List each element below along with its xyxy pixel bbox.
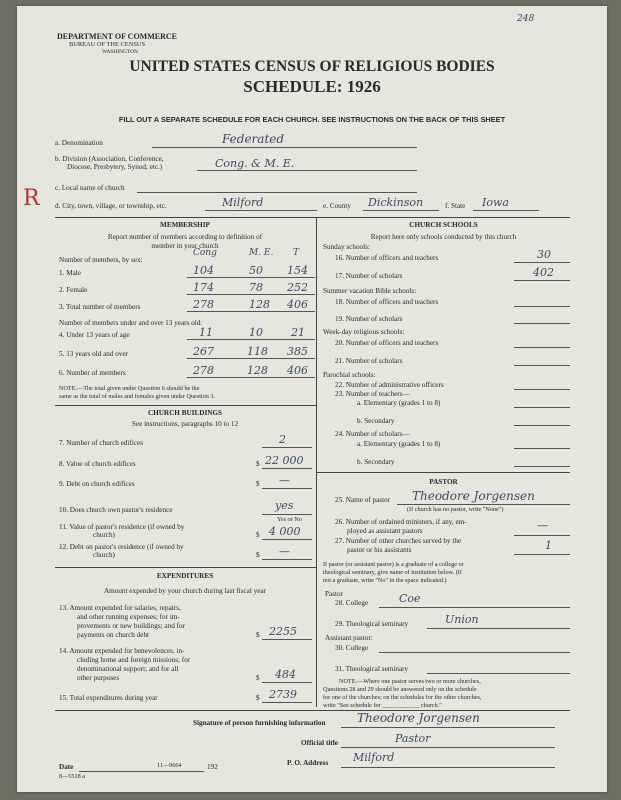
- q28-label: 28. College: [335, 599, 369, 607]
- city-label: d. City, town, village, or township, etc.: [55, 202, 167, 210]
- margin-mark: R: [23, 186, 40, 211]
- local-name-label: c. Local name of church: [55, 184, 125, 192]
- membership-note-1: NOTE.—The total given under Question 6 should be the: [59, 385, 200, 392]
- weekday-label: Week-day religious schools:: [323, 328, 405, 336]
- denomination-label: a. Denomination: [55, 139, 103, 147]
- q7-value: 2: [279, 433, 286, 446]
- assistant-label: Assistant pastor:: [325, 634, 373, 642]
- po-address-label: P. O. Address: [287, 759, 329, 767]
- q23a-label: a. Elementary (grades 1 to 8): [357, 399, 441, 407]
- member-row-label: 4. Under 13 years of age: [59, 331, 130, 339]
- q15-label: 15. Total expenditures during year: [59, 694, 158, 702]
- state-label: f. State: [445, 202, 466, 210]
- division-label-2: Diocese, Presbytery, Synod, etc.): [67, 163, 163, 171]
- q31-label: 31. Theological seminary: [335, 665, 409, 673]
- member-value: 104: [193, 264, 214, 277]
- by-sex-label: Number of members, by sex:: [59, 256, 143, 264]
- membership-intro-2: member in your church: [151, 242, 219, 250]
- print-number: 11—9664: [157, 762, 182, 769]
- q17-value: 402: [533, 266, 554, 279]
- q15-value: 2739: [269, 688, 297, 701]
- member-value: 252: [287, 281, 308, 294]
- q24-label: 24. Number of scholars—: [335, 430, 410, 438]
- bureau-name: BUREAU OF THE CENSUS: [69, 41, 146, 48]
- sunday-label: Sunday schools:: [323, 243, 370, 251]
- summer-label: Summer vacation Bible schools:: [323, 287, 417, 295]
- q13-line: and other running expenses; for im-: [77, 613, 180, 621]
- pastor-heading: PASTOR: [429, 478, 458, 486]
- member-value: 21: [291, 326, 305, 339]
- q14-line: cluding home and foreign missions; for: [77, 656, 191, 664]
- member-value: 50: [249, 264, 263, 277]
- date-year: 192: [207, 763, 218, 771]
- member-value: 267: [193, 345, 214, 358]
- q29-value: Union: [445, 613, 479, 626]
- q12-label-2: church): [93, 551, 115, 559]
- grad-note-3: not a graduate, write "No" in the space indicated.): [323, 577, 447, 584]
- pastor-note-1: NOTE.—Where one pastor serves two or more churches,: [339, 678, 481, 685]
- division-value: Cong. & M. E.: [215, 157, 295, 170]
- expenditures-sub: Amount expended by your church during last fiscal year: [103, 587, 267, 595]
- q26-label-2: ployed as assistant pastors: [347, 527, 423, 535]
- q24b-label: b. Secondary: [357, 458, 395, 466]
- member-value: 406: [287, 364, 308, 377]
- q13-value: 2255: [269, 625, 297, 638]
- pastor-note-2: Questions 28 and 29 should be answered only on the schedule: [323, 686, 477, 693]
- member-row-label: 5. 13 years old and over: [59, 350, 129, 358]
- q16-value: 30: [537, 248, 551, 261]
- grad-note-1: If pastor (or assistant pastor) is a graduate of a college or: [323, 561, 464, 568]
- q9-value: —: [279, 474, 290, 487]
- q17-label: 17. Number of scholars: [335, 272, 403, 280]
- member-row-label: 3. Total number of members: [59, 303, 141, 311]
- q14-line: 14. Amount expended for benevolences, in-: [59, 647, 185, 655]
- county-label: e. County: [323, 202, 351, 210]
- form-subtitle: SCHEDULE: 1926: [243, 77, 381, 96]
- signature-label: Signature of person furnishing information: [193, 719, 326, 727]
- member-row-label: 1. Male: [59, 269, 81, 277]
- q25-note: (If church has no pastor, write "None"): [407, 506, 504, 513]
- buildings-heading: CHURCH BUILDINGS: [147, 409, 223, 417]
- schools-heading: CHURCH SCHOOLS: [409, 221, 478, 229]
- pastor-note-3: for one of the churches; on the schedules for the other churches,: [323, 694, 482, 701]
- member-value: 128: [249, 298, 270, 311]
- q12-value: —: [279, 545, 290, 558]
- q14-value: 484: [275, 668, 296, 681]
- q16-label: 16. Number of officers and teachers: [335, 254, 439, 262]
- membership-note-2: same as the total of males and females given under Question 3.: [59, 393, 216, 400]
- form-number: 8—5518 a: [59, 773, 85, 780]
- q21-label: 21. Number of scholars: [335, 357, 403, 365]
- signature-value: Theodore Jorgensen: [357, 711, 480, 725]
- q19-label: 19. Number of scholars: [335, 315, 403, 323]
- q27-label: 27. Number of other churches served by the: [335, 537, 462, 545]
- q26-value: —: [537, 519, 548, 532]
- q26-label: 26. Number of ordained ministers, if any, em-: [335, 518, 467, 526]
- member-value: 128: [247, 364, 268, 377]
- q13-line: 13. Amount expended for salaries, repairs,: [59, 604, 181, 612]
- form-title: UNITED STATES CENSUS OF RELIGIOUS BODIES: [129, 58, 495, 75]
- member-value: 118: [247, 345, 268, 358]
- pastor-sub-label: Pastor: [325, 590, 343, 598]
- bureau-city: WASHINGTON: [102, 49, 138, 55]
- membership-intro-1: Report number of members according to definition of: [107, 233, 263, 241]
- q23-label: 23. Number of teachers—: [335, 390, 410, 398]
- member-value: 78: [249, 281, 263, 294]
- q25-value: Theodore Jorgensen: [412, 489, 535, 503]
- q10-value: yes: [275, 499, 294, 512]
- grad-note-2: theological seminary, give name of institution below. (If: [323, 569, 462, 576]
- member-value: 154: [287, 264, 308, 277]
- official-title-value: Pastor: [395, 732, 431, 745]
- q12-label: 12. Debt on pastor's residence (if owned by: [59, 543, 184, 551]
- member-value: 406: [287, 298, 308, 311]
- q13-line: payments on church debt: [77, 631, 150, 639]
- county-value: Dickinson: [368, 196, 424, 209]
- member-value: 10: [249, 326, 263, 339]
- buildings-sub: See instructions, paragraphs 10 to 12: [131, 420, 239, 428]
- q14-line: other purposes: [77, 674, 120, 682]
- q10-label: 10. Does church own pastor's residence: [59, 506, 173, 514]
- q11-label-2: church): [93, 531, 115, 539]
- census-schedule-sheet: 248 DEPARTMENT OF COMMERCE BUREAU OF THE CENSUS WASHINGTON UNITED STATES CENSUS OF RELIGIOUS BODIES SCHEDULE: 1926 FILL OUT A SEPARATE SCHEDULE FOR EACH CHURCH. SEE INSTRUCTIONS ON THE BACK OF THIS SHEET a. Denomination Federated b. Division (Association, Conference, Diocese, Presbytery, Synod, etc.) Cong. & M. E. c. Local name of church R d. City, town, village, or township, etc. Milford e. County Dickinson f. State Iowa MEMBERSHIP Report number of members according to definition of member in your church Number of members, by sex: Cong M. E. T 1. Male 104 50 154 2. Female 174 78 252 3. Total number of members 278 128 406 Number of members under and over 13 years old: 4. Under 13 years of age 11 10 21 5. 13 years old and over 267 118 385 6. Number of members 278 128 406 NOTE.—The total given under Question 6 should be the same as the total of males and females given under Question 3. CHURCH BUILDINGS See instructions, paragraphs 10 to 12 7. Number of church edifices 2 8. Value of church edifices $ 22 000 9. Debt on church edifices $ — 10. Does church own pastor's residence yes Yes or No 11. Value of pastor's residence (if owned by church) $ 4 000 12. Debt on pastor's residence (if owned by church) $ — EXPENDITURES Amount expended by your church during last fiscal year 13. Amount expended for salaries, repairs, and other running expenses; for im- provements or new buildings; and for payments on church debt $ 2255 14. Amount expended for benevolences, in- cluding home and foreign missions; for denominational support; and for all other purposes $ 484 15. Total expenditures during year $ 2739 CHURCH SCHOOLS Report here only schools conducted by this church Sunday schools: 16. Number of officers and teachers 30 17. Number of scholars 402 Summer vacation Bible schools: 18. Number of officers and teachers 19. Number of scholars Week-day religious schools: 20. Number of officers and teachers 21. Number of scholars Parochial schools: 22. Number of administrative officers 23. Number of teachers— a. Elementary (grades 1 to 8) b. Secondary 24. Number of scholars— a. Elementary (grades 1 to 8) b. Secondary PASTOR 25. Name of pastor Theodore Jorgensen (If church has no pastor, write "None") 26. Number of ordained ministers, if any, em- ployed as assistant pastors — 27. Number of other churches served by the pastor or his assistants 1 If pastor (or assistant pastor) is a graduate of a college or theological seminary, give name of institution below. (If not a graduate, write "No" in the space indicated.) Pastor 28. College Coe 29. Theological seminary Union Assistant pastor: 30. College 31. Theological seminary NOTE.—Where one pastor serves two or more churches, Questions 28 and 29 should be answered only on the schedule for one of the churches; on the schedules for the other churches, write "See schedule for ____________ church." Signature of person furnishing information Theodore Jorgensen Official title Pastor Date 192 P. O. Address Milford 8—5518 a 11—9664: [17, 6, 607, 792]
- q14-line: denominational support; and for all: [77, 665, 179, 673]
- state-value: Iowa: [482, 196, 509, 209]
- q20-label: 20. Number of officers and teachers: [335, 339, 439, 347]
- member-value: 385: [287, 345, 308, 358]
- city-value: Milford: [222, 196, 264, 209]
- q23b-label: b. Secondary: [357, 417, 395, 425]
- schools-intro: Report here only schools conducted by this church: [370, 233, 517, 241]
- q9-label: 9. Debt on church edifices: [59, 480, 135, 488]
- member-value: 174: [193, 281, 214, 294]
- instruction-line: FILL OUT A SEPARATE SCHEDULE FOR EACH CHURCH. SEE INSTRUCTIONS ON THE BACK OF THIS SHEET: [118, 115, 506, 124]
- age-label: Number of members under and over 13 years old:: [59, 319, 203, 327]
- col-head-me: M. E.: [249, 248, 274, 258]
- member-row-label: 6. Number of members: [59, 369, 126, 377]
- q8-value: 22 000: [265, 454, 304, 467]
- q27-value: 1: [545, 539, 552, 552]
- q30-label: 30. College: [335, 644, 369, 652]
- yes-no-hint: Yes or No: [277, 516, 302, 523]
- q24a-label: a. Elementary (grades 1 to 8): [357, 440, 441, 448]
- col-head-total: T: [293, 248, 300, 258]
- q18-label: 18. Number of officers and teachers: [335, 298, 439, 306]
- expenditures-heading: EXPENDITURES: [156, 572, 214, 580]
- q28-value: Coe: [399, 592, 421, 605]
- member-row-label: 2. Female: [59, 286, 88, 294]
- membership-heading: MEMBERSHIP: [160, 221, 210, 229]
- page-number: 248: [517, 14, 535, 24]
- denomination-value: Federated: [222, 132, 285, 146]
- pastor-note-4: write "See schedule for ____________ church.": [323, 702, 442, 709]
- q11-label: 11. Value of pastor's residence (if owned by: [59, 523, 185, 531]
- member-value: 278: [193, 364, 214, 377]
- q25-label: 25. Name of pastor: [335, 496, 391, 504]
- dept-name: DEPARTMENT OF COMMERCE: [57, 32, 178, 41]
- date-label: Date: [59, 763, 74, 771]
- division-label: b. Division (Association, Conference,: [55, 155, 164, 163]
- q22-label: 22. Number of administrative officers: [335, 381, 444, 389]
- member-value: 278: [193, 298, 214, 311]
- q29-label: 29. Theological seminary: [335, 620, 409, 628]
- official-title-label: Official title: [301, 739, 338, 747]
- q11-value: 4 000: [269, 525, 301, 538]
- po-address-value: Milford: [353, 751, 395, 764]
- q13-line: provements or new buildings; and for: [77, 622, 185, 630]
- col-head-cong: Cong: [193, 248, 217, 258]
- q7-label: 7. Number of church edifices: [59, 439, 144, 447]
- parochial-label: Parochial schools:: [323, 371, 376, 379]
- member-value: 11: [199, 326, 213, 339]
- q27-label-2: pastor or his assistants: [347, 546, 412, 554]
- q8-label: 8. Value of church edifices: [59, 460, 136, 468]
